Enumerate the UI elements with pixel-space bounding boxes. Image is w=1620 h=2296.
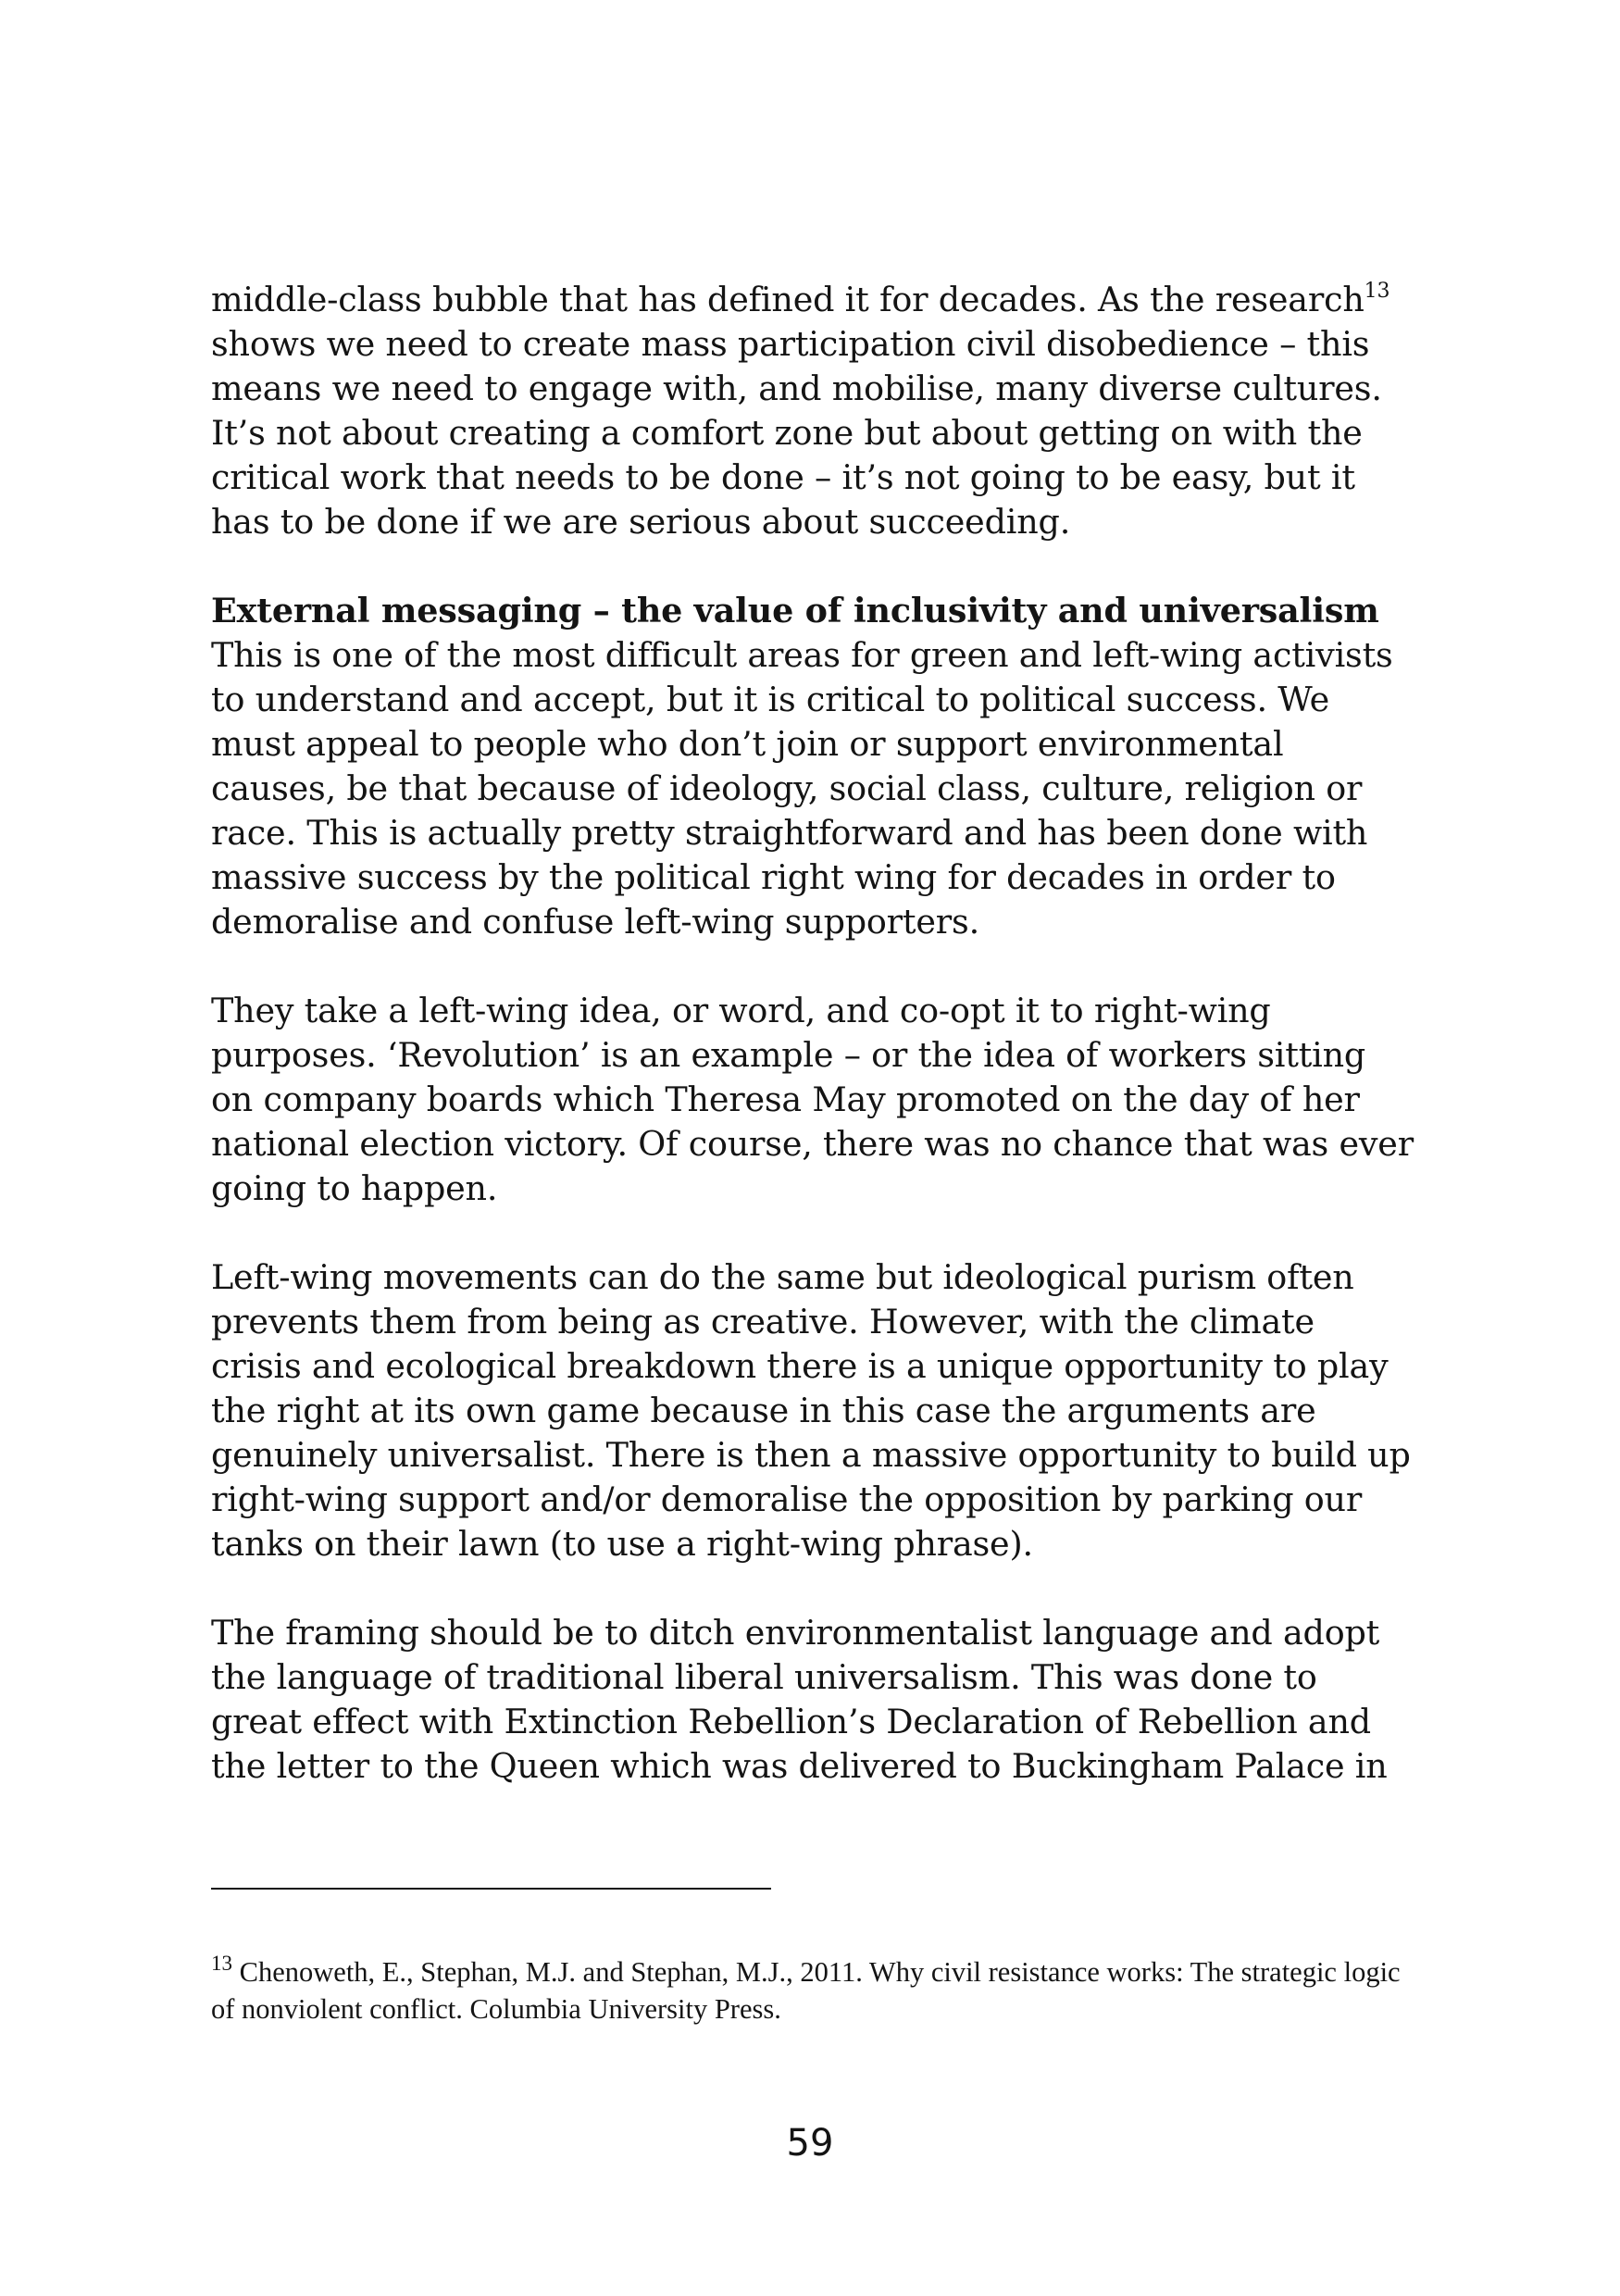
footnote-number: 13 — [211, 1951, 232, 1975]
footnote-reference[interactable]: 13 — [1364, 279, 1390, 303]
page-number: 59 — [786, 2122, 834, 2165]
footnote-divider — [211, 1888, 771, 1890]
paragraph-1: This is one of the most difficult areas for green and left-wing activists to understand and accept, but it is critical to political success. We must appeal to people who don’t join or support environmental causes, be that because of ideology, social class, culture, religion or race. This is actually pretty straightforward and has been done with massive success by the political right wing for decades in order to demoralise and confuse left-wing supporters. — [211, 635, 1393, 942]
section-heading: External messaging – the value of inclusivity and universalism — [211, 591, 1379, 630]
paragraph-4: The framing should be to ditch environmentalist language and adopt the language of traditional liberal universalism. This was done to great effect with Extinction Rebellion’s Declaration of Rebellion and the letter to the Queen which was delivered to Buckingham Palace in — [211, 1613, 1388, 1786]
footnote-text: Chenoweth, E., Stephan, M.J. and Stephan, M.J., 2011. Why civil resistance works: The strategic logic of nonviolent conflict. Columbia University Press. — [211, 1956, 1401, 2025]
paragraph-3: Left-wing movements can do the same but ideological purism often prevents them from being as creative. However, with the climate crisis and ecological breakdown there is a unique opportunity to play the right at its own game because in this case the arguments are genuinely universalist. There is then a massive opportunity to build up right-wing support and/or demoralise the opposition by parking our tanks on their lawn (to use a right-wing phrase). — [211, 1257, 1411, 1564]
paragraph-intro: middle-class bubble that has defined it for decades. As the research$^{13}$ shows we need to create mass participation civil disobedience – this means we need to engage with, and mobilise, many diverse cultures. It’s not about creating a comfort zone but about getting on with the critical work that needs to be done – it’s not going to be easy, but it has to be done if we are serious about succeeding. — [211, 279, 1390, 542]
paragraph-2: They take a left-wing idea, or word, and co-opt it to right-wing purposes. ‘Revolution’ is an example – or the idea of workers sitting on company boards which Theresa May promoted on the day of her national election victory. Of course, there was no chance that was ever going to happen. — [211, 991, 1414, 1208]
footnote — [211, 1953, 1424, 2028]
body-text — [211, 278, 1414, 1789]
